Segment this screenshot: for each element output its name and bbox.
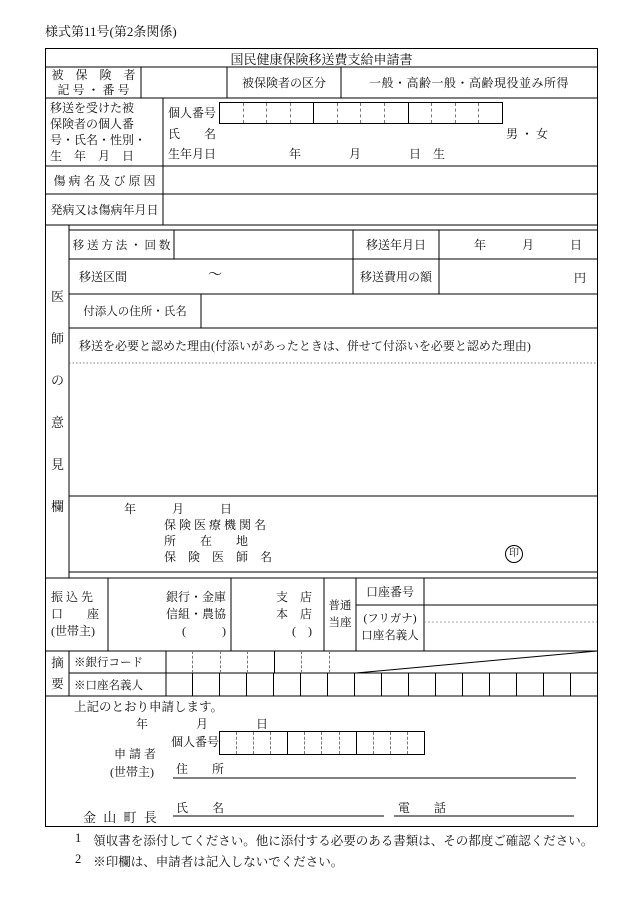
sex-options[interactable]: 男 ・ 女 <box>506 127 549 141</box>
doctor-opinion-section-label: 医師の意見欄 <box>50 288 64 514</box>
name-field[interactable] <box>206 123 501 143</box>
account-number-field[interactable] <box>424 578 597 605</box>
medical-institution-label: 保 険 医 療 機 関 名 <box>164 518 267 532</box>
applicant-label-2: (世帯主) <box>110 765 154 779</box>
declaration-text: 上記のとおり申請します。 <box>74 700 224 714</box>
insured-number-field[interactable] <box>141 67 227 98</box>
attendant-label: 付添人の住所・氏名 <box>83 306 187 318</box>
bank-name-options[interactable]: 銀行・金庫 信組・農協 ( ) <box>165 590 226 638</box>
application-personal-number-boxes[interactable] <box>219 731 425 755</box>
reason-label: 移送を必要と認めた理由(付添いがあったときは、併せて付添いを必要と認めた理由) <box>79 339 531 353</box>
personal-number-boxes[interactable] <box>219 102 503 124</box>
attendant-field[interactable] <box>201 294 597 328</box>
transport-date-units: 年 月 日 <box>474 238 583 252</box>
phone-label: 電 話 <box>398 801 447 815</box>
account-type-options[interactable]: 普通 当座 <box>328 599 352 629</box>
form-title: 国民健康保険移送費支給申請書 <box>230 51 413 67</box>
transport-route-label: 移送区間 <box>79 270 128 284</box>
address-label: 住 所 <box>176 762 225 776</box>
reason-field[interactable] <box>69 363 597 496</box>
onset-date-field[interactable] <box>163 194 597 225</box>
remarks-holder-boxes[interactable] <box>166 673 597 696</box>
transport-cost-unit: 円 <box>574 271 587 285</box>
transport-date-label: 移送年月日 <box>365 238 426 252</box>
account-holder-label: (フリガナ) 口座名義人 <box>361 613 419 642</box>
applicant-label: 申 請 者 <box>114 747 157 761</box>
remarks-section-label: 摘要 <box>51 655 64 691</box>
seal-mark: 印 <box>505 545 523 563</box>
applicant-name-line[interactable] <box>173 801 384 816</box>
phone-line[interactable] <box>394 801 574 816</box>
name-label: 氏 名 <box>168 127 217 141</box>
note-1 <box>75 831 593 849</box>
insurance-doctor-label: 保 険 医 師 名 <box>164 550 273 564</box>
personal-number-label: 個人番号 <box>168 106 217 120</box>
furigana-field[interactable] <box>424 605 597 622</box>
birth-date-units: 年 月 日 生 <box>289 147 446 161</box>
branch-options[interactable]: 支 店 本 店 ( ) <box>275 590 312 638</box>
account-number-label: 口座番号 <box>365 585 414 599</box>
remarks-holder-label: ※口座名義人 <box>74 679 143 692</box>
transported-person-label: 移送を受けた被 保険者の個人番 号・氏名・性別・ 生 年 月 日 <box>50 101 147 163</box>
bank-transfer-label: 振 込 先 口 座 (世帯主) <box>51 590 100 638</box>
note-2-number: 2 <box>75 852 82 866</box>
form-number: 様式第11号(第2条関係) <box>45 24 177 39</box>
application-date-units: 年 月 日 <box>136 717 269 731</box>
transport-method-label: 移 送 方 法 ・ 回 数 <box>72 239 171 252</box>
injury-name-field[interactable] <box>163 166 597 194</box>
institution-address-label: 所 在 地 <box>164 534 249 548</box>
applicant-name-label: 氏 名 <box>176 801 225 815</box>
bank-code-boxes[interactable] <box>166 651 356 673</box>
bank-code-label: ※銀行コード <box>74 657 143 669</box>
transport-method-field[interactable] <box>174 230 353 259</box>
application-personal-number-label: 個人番号 <box>171 735 220 749</box>
birth-date-label: 生年月日 <box>168 147 217 161</box>
application-form-table <box>45 48 598 827</box>
note-1-text: 領収書を添付してください。他に添付する必要のある書類は、その都度ご確認ください。 <box>93 834 594 848</box>
insured-category-options[interactable]: 一般・高齢一般・高齢現役並み所得 <box>368 76 569 90</box>
mayor-label: 金 山 町 長 <box>83 810 159 825</box>
insured-category-label: 被保険者の区分 <box>241 76 326 90</box>
account-holder-field[interactable] <box>424 622 597 651</box>
note-1-number: 1 <box>75 831 82 845</box>
insured-number-label: 被 保 険 者 記 号 ・ 番 号 <box>51 67 136 97</box>
transport-route-tilde: 〜 <box>208 268 222 283</box>
note-2 <box>75 852 343 870</box>
onset-date-label: 発病又は傷病年月日 <box>50 203 159 217</box>
transport-cost-label: 移送費用の額 <box>359 270 432 284</box>
sign-date-units: 年 月 日 <box>124 502 233 516</box>
address-line[interactable] <box>173 762 576 778</box>
note-2-text: ※印欄は、申請者は記入しないでください。 <box>93 855 344 869</box>
injury-name-label: 傷 病 名 及 び 原 因 <box>53 173 156 188</box>
